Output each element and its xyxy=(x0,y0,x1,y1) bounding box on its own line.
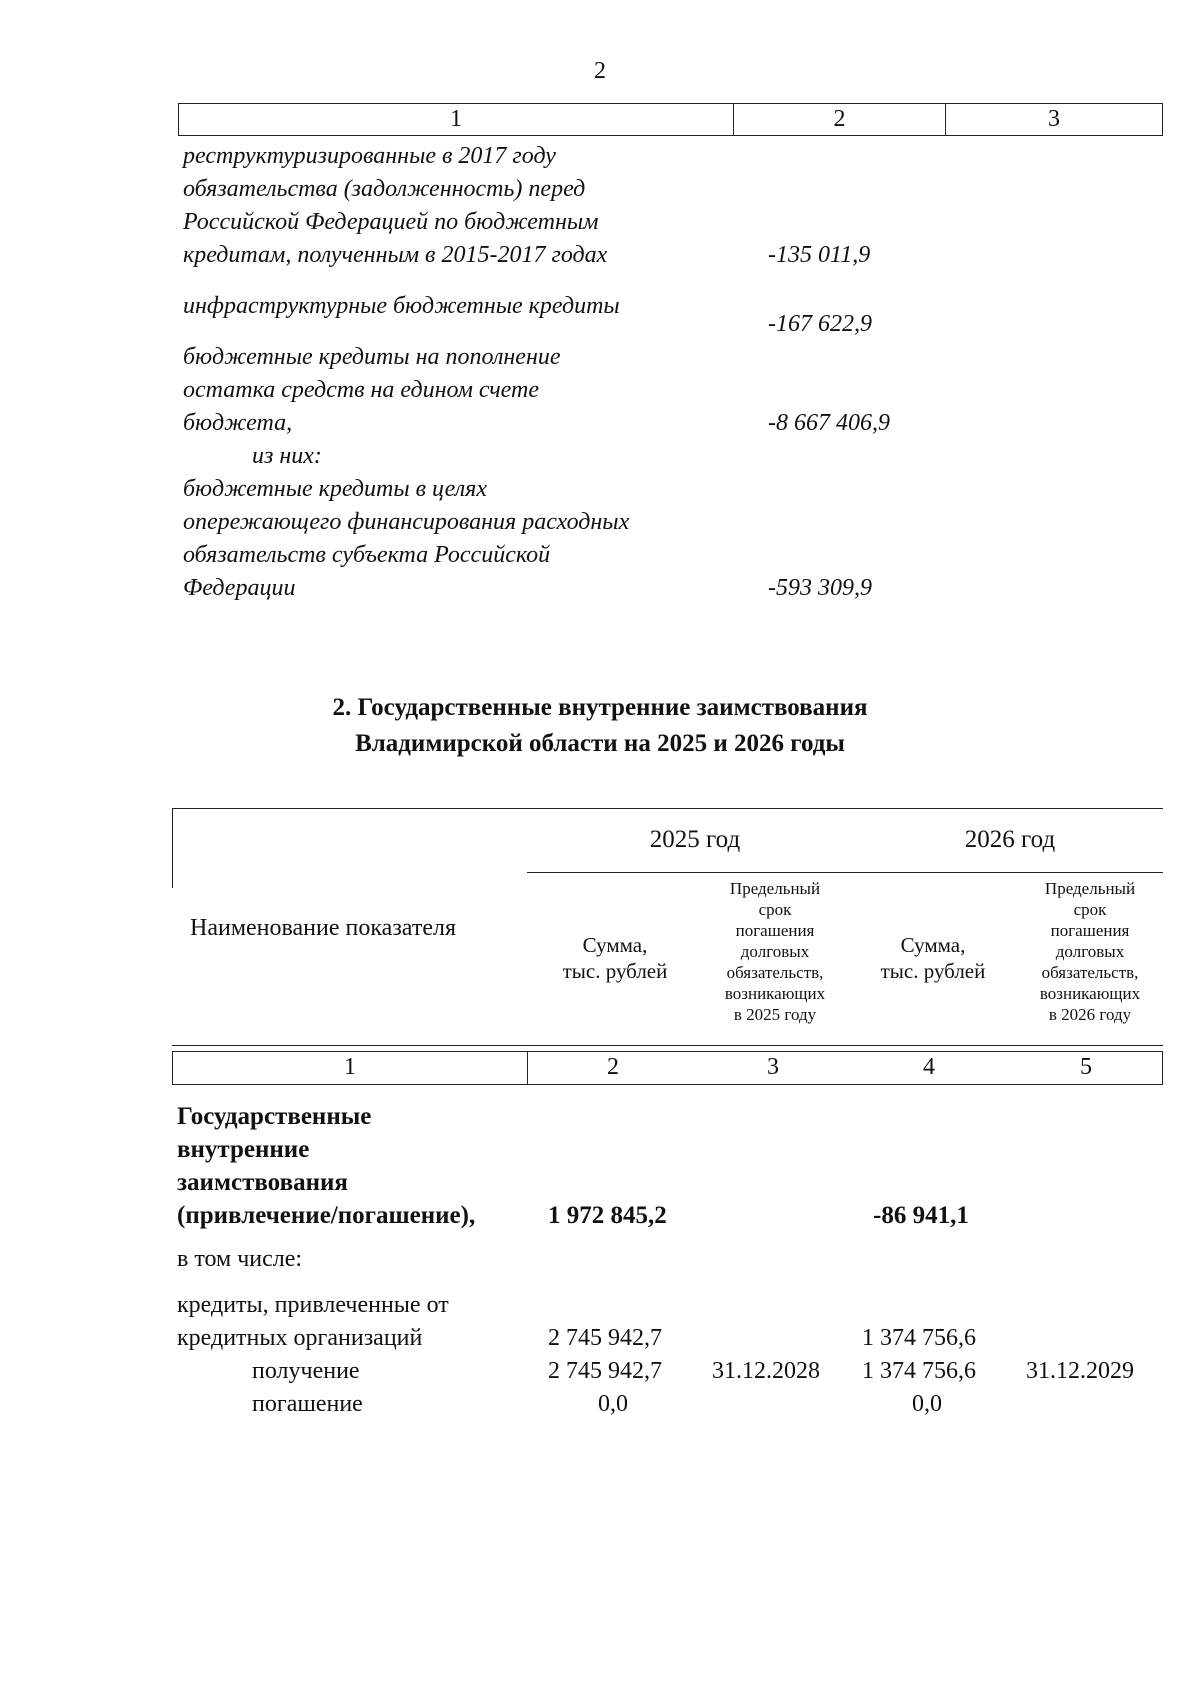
table2-header-bottom-border xyxy=(172,1045,1163,1046)
year-2026-header: 2026 год xyxy=(964,826,1056,853)
continuation-header-row xyxy=(178,103,1163,136)
repayment-sum-2025: 0,0 xyxy=(598,1391,628,1417)
term-header-2025: Предельный срок погашения долговых обязательств, возникающих в 2025 году xyxy=(724,879,826,1024)
col-number-1: 1 xyxy=(173,1052,528,1084)
receipt-label: получение xyxy=(252,1358,360,1384)
row-advance-financing-value: -593 309,9 xyxy=(768,575,872,601)
row-infrastructure-label: инфраструктурные бюджетные кредиты xyxy=(183,293,620,319)
section-title: 2. Государственные внутренние заимствования Владимирской области на 2025 и 2026 годы xyxy=(332,694,868,757)
page-number: 2 xyxy=(594,58,606,84)
repayment-label: погашение xyxy=(252,1391,363,1417)
row-of-them-label: из них: xyxy=(252,443,322,469)
header-col-3: 3 xyxy=(1048,106,1060,132)
total-sum-2026: -86 941,1 xyxy=(873,1202,969,1229)
row-advance-financing-label: бюджетные кредиты в целях опережающего финансирования расходных обязательств субъекта Российской Федерации xyxy=(183,476,630,601)
receipt-sum-2025: 2 745 942,7 xyxy=(548,1358,662,1384)
receipt-sum-2026: 1 374 756,6 xyxy=(862,1358,976,1384)
header-col-2: 2 xyxy=(734,104,946,135)
row-infrastructure-value: -167 622,9 xyxy=(768,311,872,337)
credit-sum-2026: 1 374 756,6 xyxy=(862,1325,976,1351)
sum-header-2026: Сумма, тыс. рублей xyxy=(880,933,986,983)
col-number-2: 2 xyxy=(607,1054,619,1080)
table2-left-border xyxy=(172,808,173,888)
sum-header-2025: Сумма, тыс. рублей xyxy=(562,933,668,983)
total-borrowings-label: Государственные внутренние заимствования (привлечение/погашение), xyxy=(177,1103,476,1229)
row-restructured-value: -135 011,9 xyxy=(768,242,871,268)
total-sum-2025: 1 972 845,2 xyxy=(548,1202,667,1229)
row-replenishment-label: бюджетные кредиты на пополнение остатка средств на едином счете бюджета, xyxy=(183,344,561,436)
header-col-1: 1 xyxy=(179,104,734,135)
year-2025-header: 2025 год xyxy=(649,826,741,853)
table2-top-border xyxy=(172,808,1163,809)
credit-org-label: кредиты, привлеченные от кредитных организаций xyxy=(177,1292,449,1351)
credit-sum-2025: 2 745 942,7 xyxy=(548,1325,662,1351)
table2-year-divider xyxy=(527,872,1163,873)
column-number-row xyxy=(172,1051,1163,1085)
term-header-2026: Предельный срок погашения долговых обязательств, возникающих в 2026 году xyxy=(1039,879,1141,1024)
including-label: в том числе: xyxy=(177,1246,303,1272)
col-number-4: 4 xyxy=(923,1054,935,1080)
receipt-term-2026: 31.12.2029 xyxy=(1026,1358,1134,1384)
repayment-sum-2026: 0,0 xyxy=(912,1391,942,1417)
row-replenishment-value: -8 667 406,9 xyxy=(768,410,890,436)
col-number-3: 3 xyxy=(767,1054,779,1080)
col-number-5: 5 xyxy=(1080,1054,1092,1080)
receipt-term-2025: 31.12.2028 xyxy=(712,1358,820,1384)
row-restructured-label: реструктуризированные в 2017 году обязательства (задолженность) перед Российской Федерацией по бюджетным кредитам, полученным в 2015-2017 годах xyxy=(183,143,608,268)
indicator-name-header: Наименование показателя xyxy=(190,915,456,941)
